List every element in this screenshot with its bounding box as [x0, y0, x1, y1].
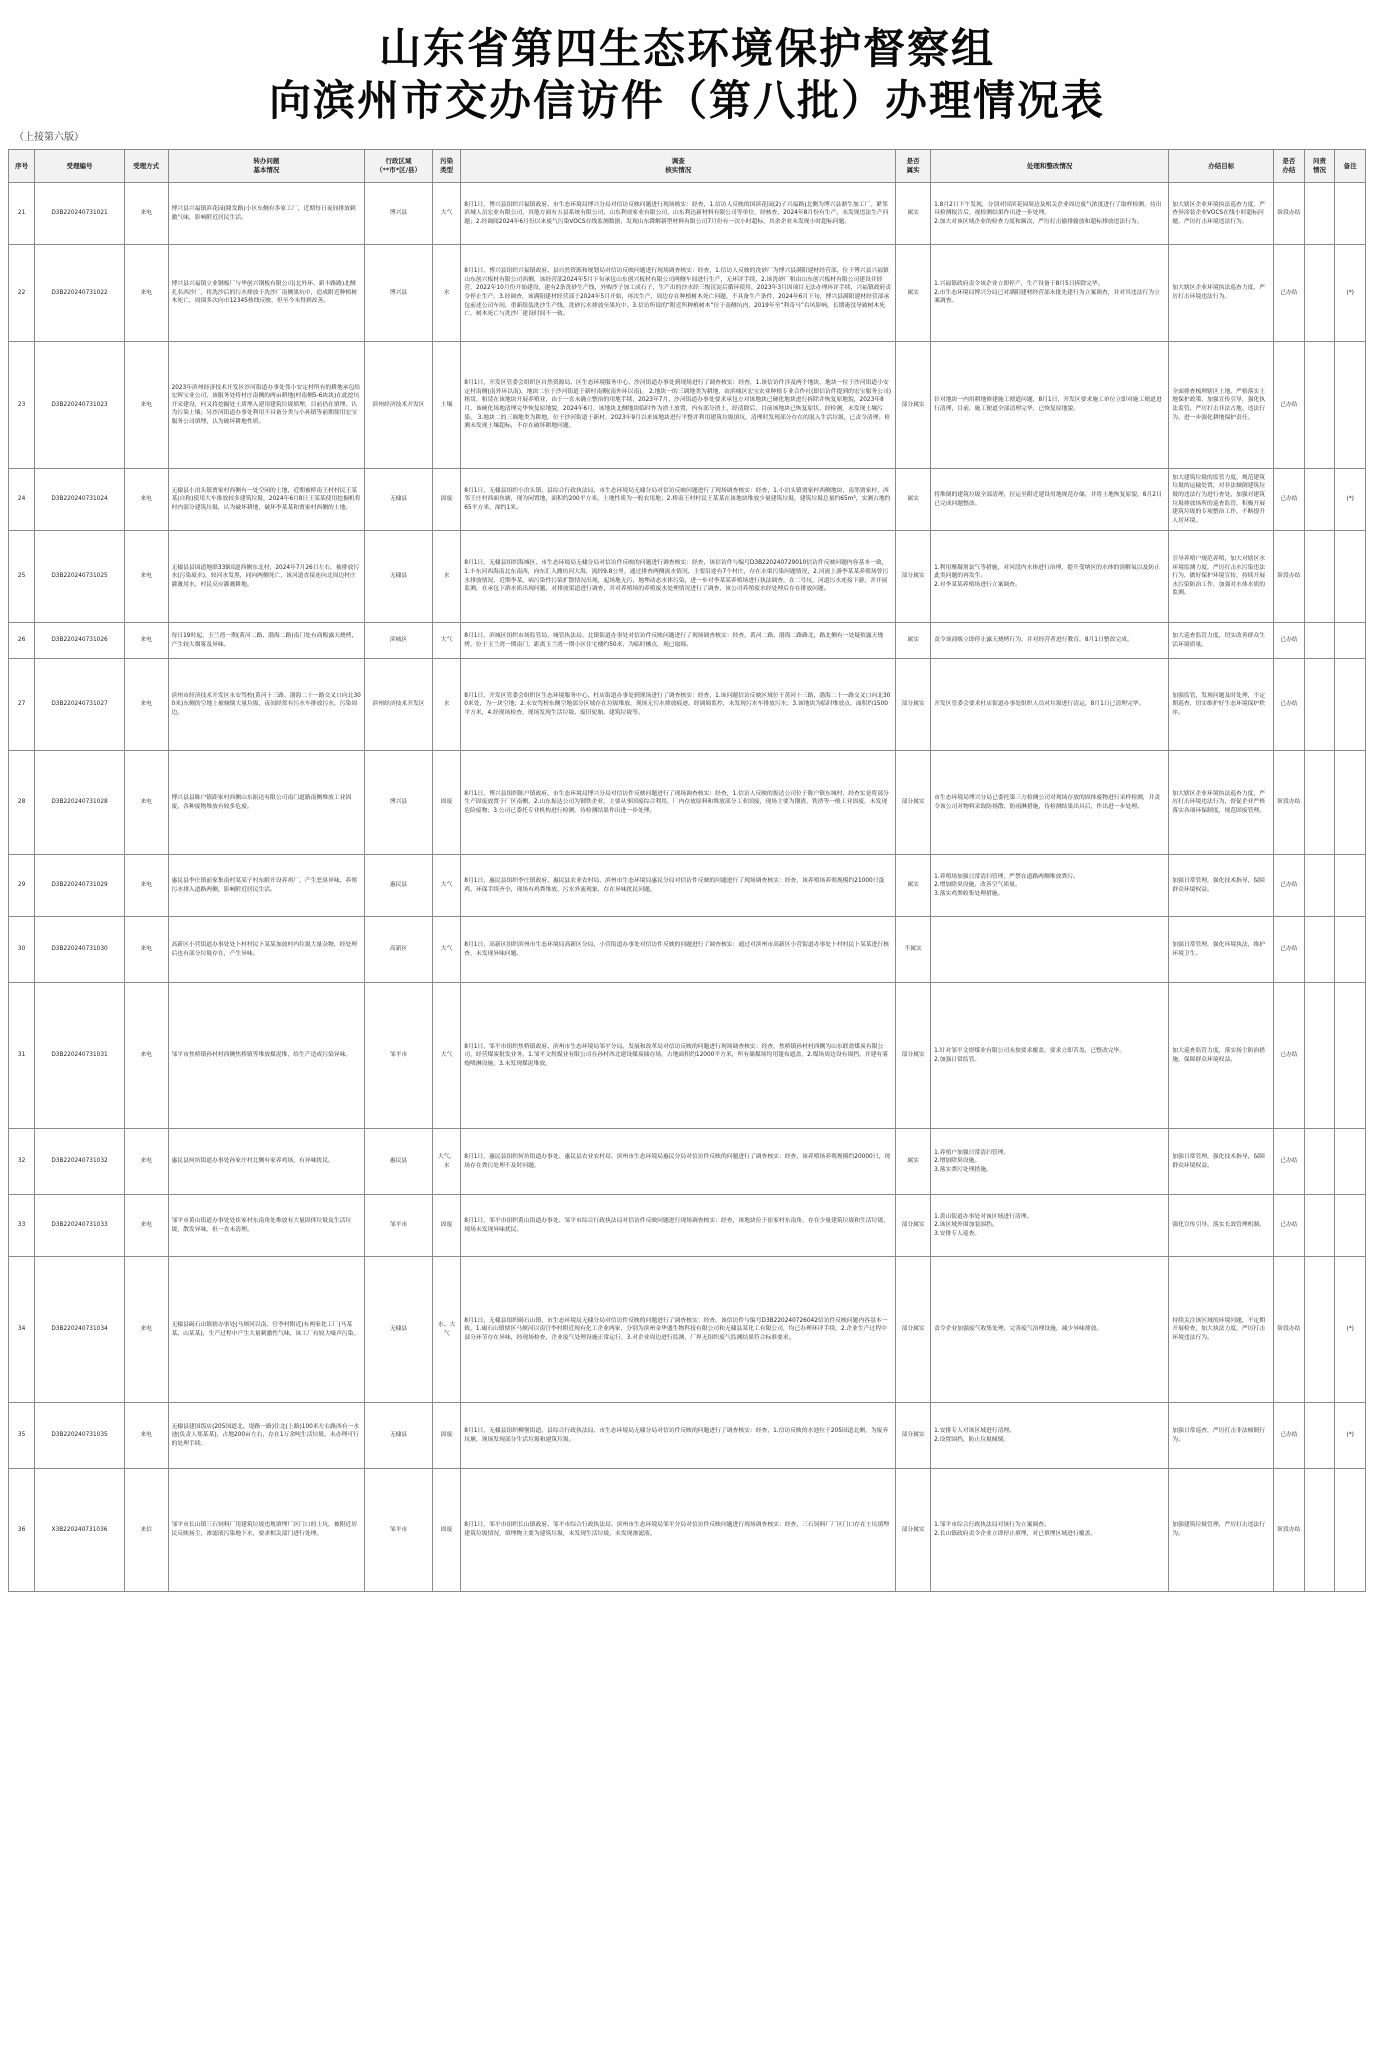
issue-description: 无棣县小泊头镇贾家村西侧有一处空闲的土地，近期被桥南王村村民王某某(自称)使用大车推放较多建筑垃圾，2024年6月8日王某某使用挖掘机将村内部分建筑垃圾，认为破坏耕地，破坏李某某和贾家村西侧的土地。: [168, 469, 365, 531]
row-number: 26: [9, 623, 35, 659]
handling-result: 1.养殖户加强日常清扫管理。 2.增加除臭设施。 3.落实粪污处理措施。: [931, 1129, 1169, 1195]
remark: [1335, 342, 1366, 469]
handling-result: 将堆倒的建筑垃圾全部清理，拉运至附近建设用地规范存储，并将土地恢复原貌，8月2日已完成问题整改。: [931, 469, 1169, 531]
row-number: 35: [9, 1403, 35, 1469]
issue-description: 无棣县县国道地联339国道西侧东北村，2024年7月26日左右，被排放污水(污染废水)，较河水发黑，同向两侧死亡，该河道直接连向北周边村庄灌溉用水，村民反应灌溉耕地。: [168, 531, 365, 623]
completion-status: 阶段办结: [1274, 531, 1305, 623]
survey-result: 8月1日，无棣县组织柳堡街道、县综合行政执法局、市生态环境局无棣分局对信访件反映的问题进行了调查核实：经查，1.信访反映的水池位于205国道北侧，为废弃坑塘，现场发现部分生活垃圾和建筑垃圾。: [461, 1403, 896, 1469]
region: 无棣县: [365, 1403, 433, 1469]
issue-description: 惠民县何坊街道办事处孙家庄村北侧有家养鸡场，有异味扰民。: [168, 1129, 365, 1195]
receive-mode: 来电: [124, 623, 168, 659]
pollution-type: 水: [432, 659, 460, 751]
issue-description: 高新区小营街道办事处处卜村村民卜某某加放村内垃圾大量杂物，经处理后也有部分垃圾存在，产生异味。: [168, 917, 365, 983]
completion-status: 阶段办结: [1274, 1257, 1305, 1403]
remark: (*): [1335, 1257, 1366, 1403]
pollution-type: 大气: [432, 855, 460, 917]
pollution-type: 固废: [432, 1195, 460, 1257]
row-number: 23: [9, 342, 35, 469]
handling-result: 责令企业加强废气收集处理，完善废气治理设施，减少异味排放。: [931, 1257, 1169, 1403]
handling-result: 1.养殖场加强日常清扫管理，严禁在道路两侧堆放粪污。 2.增加除臭设施，改善空气质量。 3.落实鸡粪收集处理措施。: [931, 855, 1169, 917]
col-header: 备注: [1335, 150, 1366, 183]
completion-status: 已办结: [1274, 1129, 1305, 1195]
completion-status: 已办结: [1274, 855, 1305, 917]
table-header-row: [9, 150, 1366, 183]
target: 加强监管，发现问题及时处理，不定期巡查，切实维护好生态环境保护秩序。: [1169, 659, 1274, 751]
completion-status: 已办结: [1274, 469, 1305, 531]
handling-result: 责令该商贩立即停止露天烧烤行为，并对经营者进行教育，8月1日整改完成。: [931, 623, 1169, 659]
region: 无棣县: [365, 1257, 433, 1403]
verified-status: 属实: [896, 183, 931, 245]
remark: [1335, 1195, 1366, 1257]
case-id: D3B220240731027: [35, 659, 125, 751]
case-id: D3B220240731033: [35, 1195, 125, 1257]
pollution-type: 固废: [432, 469, 460, 531]
page-title-line1: 山东省第四生态环境保护督察组: [378, 24, 995, 73]
region: 博兴县: [365, 245, 433, 342]
region: 博兴县: [365, 751, 433, 855]
verified-status: 部分属实: [896, 751, 931, 855]
col-header: 受理编号: [35, 150, 125, 183]
pollution-type: 水: [432, 531, 460, 623]
survey-result: 8月1日，无棣县组织海城区、市生态环境局无棣分局对信访件反映的问题进行调查核实：经查，该信访件与编号D3B220240729010信访件反映问题内容基本一致，1.丰东河西海南北东南西，向东汇入潍坊河大海，流经9.8公里，通过排查两侧流水情况，主要沿途有7个村庄，存在水渠污染问题情况，2.河流上游李某某养殖场曾污水排放情况，近期李某，病污染性污染扩散情况出现，起场地无污，地埋动态水体污染，进一步对李某某养殖场进行执法调查，在二号坑，河道污水连接下游，并开展监测，在承包下游水质出现问题，对排放渠道进行调查，并对养殖场的养殖废水处理情况进行了调查，该公司养殖废水经处理后存在排放问题。: [461, 531, 896, 623]
case-id: D3B220240731026: [35, 623, 125, 659]
accountability: [1304, 342, 1335, 469]
pollution-type: 大气: [432, 917, 460, 983]
completion-status: 已办结: [1274, 983, 1305, 1129]
col-header: 调查 核实情况: [461, 150, 896, 183]
remark: [1335, 1129, 1366, 1195]
receive-mode: 来电: [124, 531, 168, 623]
verified-status: 部分属实: [896, 1195, 931, 1257]
remark: [1335, 983, 1366, 1129]
accountability: [1304, 183, 1335, 245]
survey-result: 8月1日，滨城区组织市场监管局、城管执法局、北镇街道办事处对信访件反映问题进行了现场调查核实：经查，黄河二路、渤海二路路北，路北侧有一处疑似露天烧烤，位于玉兰湾一期南门，距离玉兰湾一期小区住宅楼约50米，为临时摊点，现已取缔。: [461, 623, 896, 659]
pollution-type: 大气、水: [432, 1129, 460, 1195]
pollution-type: 土壤: [432, 342, 460, 469]
receive-mode: 来电: [124, 659, 168, 751]
pollution-type: 水、大气: [432, 1257, 460, 1403]
handling-result: 市生态环境局博兴分局已委托第三方检测公司对现场存放的固体废物进行采样检测，并责令该公司对物料采取防扬散、防雨淋措施，待检测结果出具后，作出进一步处理。: [931, 751, 1169, 855]
accountability: [1304, 659, 1335, 751]
verified-status: 属实: [896, 623, 931, 659]
remark: [1335, 917, 1366, 983]
row-number: 29: [9, 855, 35, 917]
region: 邹平市: [365, 1195, 433, 1257]
case-id: D3B220240731034: [35, 1257, 125, 1403]
table-row: [9, 623, 1366, 659]
receive-mode: 来电: [124, 855, 168, 917]
case-id: D3B220240731022: [35, 245, 125, 342]
survey-result: 8月1日，开发区管委会组织区自然资源局、区生态环境服务中心、沙河街道办事处到现场进行了调查核实：经查，1.该信访件涉及两个地块，地块一位于沙河街道小安定村南侧(南外环以南)，地块二位于沙河街道于新村南侧(南外环以南)。 2.地块一的三调地类为耕地，由滨城区宏宝农业种植专业合作社(即信访件提到的宏宝服务公司)租赁，租赁在该地块开展养殖业，由于一直未确立整治的用地手续，2023年7月，沙河街道办事处要求承包方对该地块已硬化地块进行拆除并恢复原地貌，2023年8月，该硬化场地清理完毕恢复原地貌，2024年6月，该地块北侧地块临时作为渣土放置，内有部分渣土，经清除后，目前该地块已恢复原状，经检测，未发现土壤污染。 3.地块二的三调地类为耕地，位于沙河街道于新村，2023年9月以来该地块进行平整并利用建筑垃圾填坑，清理时发现部分存在的混入生活垃圾，已责令清理；检测未发现土壤超标，不存在破坏耕地问题。: [461, 342, 896, 469]
target: 加大辖区企业环境执法巡查力度，严查异涂装企业VOCS在线小时超标问题，严厉打击环境违法行为。: [1169, 183, 1274, 245]
table-row: [9, 917, 1366, 983]
page-title-line2: 向滨州市交办信访件（第八批）办理情况表: [268, 76, 1105, 125]
survey-result: 8月1日，惠民县组织何坊街道办事处、惠民县农业农村局、滨州市生态环境局惠民分局对信访件反映的问题进行了调查核实：经查，该养殖场养殖规模约20000只，现场存在粪污处理不及时问题。: [461, 1129, 896, 1195]
issue-description: 邹平市黄山街道办事处处崔家村东南角处堆放有大量固体垃圾及生活垃圾，散发异味，但一直未清理。: [168, 1195, 365, 1257]
remark: [1335, 855, 1366, 917]
verified-status: 部分属实: [896, 1257, 931, 1403]
target: 加强日常管理，强化环境执法，维护环境卫生。: [1169, 917, 1274, 983]
remark: [1335, 751, 1366, 855]
issue-description: 无棣县建国饭店(205国道北、堤路一路)往北(上路)100米左右路西有一水池(负责人郑某某)，占地200亩左右，存在1万余吨生活垃圾，未办理可行的处理手续。: [168, 1403, 365, 1469]
pollution-type: 水: [432, 245, 460, 342]
survey-result: 8月1日，邹平市组织焦桥镇政府、滨州市生态环境局邹平分局、发展和改革局对信访反映的问题进行现场调查核实：经查，焦桥镇孙村村西侧为山东联盈煤炭有限公司，经营煤炭批发业务，1.邹平文煜煤业有限公司在孙村西北建设煤炭储存场，占地面积约12000平方米，所有储煤场均用篷布遮盖，2.煤场周边设有围挡，并建有雾炮喷淋设施，3.未发现煤泥堆放。: [461, 983, 896, 1129]
target: 加强建筑垃圾管理，严厉打击违法行为。: [1169, 1469, 1274, 1592]
pollution-type: 大气: [432, 183, 460, 245]
col-header: 是否 办结: [1274, 150, 1305, 183]
completion-status: 阶段办结: [1274, 1469, 1305, 1592]
table-row: [9, 855, 1366, 917]
col-header: 污染 类型: [432, 150, 460, 183]
row-number: 32: [9, 1129, 35, 1195]
issue-description: 博兴县兴福镇滨花园(隆发路)小区东侧有多家工厂，近期每日夜间排放刺激气味，影响附近居民生活。: [168, 183, 365, 245]
row-number: 27: [9, 659, 35, 751]
accountability: [1304, 855, 1335, 917]
handling-result: 1.利用聚凝剂氯气等措施，对河段内水体进行治理，提升受纳区的水体的溶解氧以及防止此类问题的再发生。 2.对李某某养殖场进行立案调查。: [931, 531, 1169, 623]
region: 无棣县: [365, 531, 433, 623]
accountability: [1304, 1403, 1335, 1469]
receive-mode: 来电: [124, 1403, 168, 1469]
table-row: [9, 469, 1366, 531]
receive-mode: 来电: [124, 1129, 168, 1195]
completion-status: 阶段办结: [1274, 183, 1305, 245]
region: 高新区: [365, 917, 433, 983]
verified-status: 部分属实: [896, 659, 931, 751]
handling-result: 1.8月2日下午发现，分别对国滨花园周边及相关企业周边废气浓度进行了取样检测，待出具检测报告后，视检测结果作出进一步处理。 2.加大对该区域企业的检查力度和频次，严厉打击偷排偷放和超标排放违法行为。: [931, 183, 1169, 245]
receive-mode: 来电: [124, 1257, 168, 1403]
target: 加大辖区企业环境执法巡查力度，严厉打击环境违法行为。: [1169, 245, 1274, 342]
target: 全面排查梳理辖区土地，严格落实土地保护政策，加强宣传引导，强化执法监管，严厉打击非法占地、违法行为，进一步强化耕地保护责任。: [1169, 342, 1274, 469]
pollution-type: 固废: [432, 1403, 460, 1469]
page-subtitle: （上接第六版）: [14, 132, 84, 143]
survey-result: 8月1日，博兴县组织兴福镇政府、市生态环境局博兴分局对信访反映问题进行现场核实：经查，1.信访人反映的国滨花园(2)子兴福路)北侧为博兴县鼎生加工厂，紧邻滨城人员宏业有限公司，其他方面有五县系统有限公司，山东利成家业有限公司，山东利达新材料有限公司等单位，经核查，2024年8月份有生产，未发现违法生产问题；2.经调阅2024年6月份以来废气污染VOCS在线监测数据，发现山东降解新型材料有限公司7月份有一次小时超标，其余企业未发现小时超标问题。: [461, 183, 896, 245]
completion-status: 阶段办结: [1274, 751, 1305, 855]
remark: [1335, 183, 1366, 245]
table-row: [9, 342, 1366, 469]
receive-mode: 来电: [124, 469, 168, 531]
receive-mode: 来电: [124, 1195, 168, 1257]
target: 加大建筑垃圾的监管力度，规范建筑垃圾的运输处置，对非法倾倒建筑垃圾的违法行为进行查处，加强对建筑垃圾排放场所的巡查监管，积极开展建筑垃圾的专项整治工作，不断提升人居环境。: [1169, 469, 1274, 531]
survey-result: 8月1日，高新区组织滨州市生态环境局高新区分局、小营街道办事处对信访件反映的问题进行了调查核实：通过对滨州市高新区小营街道办事处卜村村民卜某某进行核查，未发现异味问题。: [461, 917, 896, 983]
region: 惠民县: [365, 1129, 433, 1195]
case-id: X3B220240731036: [35, 1469, 125, 1592]
case-id: D3B220240731023: [35, 342, 125, 469]
target: 持续关注该区域的环境问题，不定期开展检查，加大执法力度，严厉打击环境违法行为。: [1169, 1257, 1274, 1403]
receive-mode: 来电: [124, 342, 168, 469]
survey-result: 8月1日，无棣县组织小泊头镇、县综合行政执法局、市生态环境局无棣分局对信访反映问题进行了现场调查核实：经查，1.小泊头镇贾家村西侧地块，南邻贾家村，西邻王庄村西面鱼塘，现为闲置地，面积约200平方米，土地性质为一般农用地；2.桥南王村村民王某某在该地块堆放少量建筑垃圾，建筑垃圾总量约65m³，实测占地约65平方米，深约1米。: [461, 469, 896, 531]
accountability: [1304, 1129, 1335, 1195]
case-id: D3B220240731035: [35, 1403, 125, 1469]
remark: (*): [1335, 1403, 1366, 1469]
table-row: [9, 183, 1366, 245]
completion-status: 已办结: [1274, 659, 1305, 751]
verified-status: 部分属实: [896, 531, 931, 623]
col-header: 办结目标: [1169, 150, 1274, 183]
case-id: D3B220240731032: [35, 1129, 125, 1195]
target: 引导养殖户规范养殖，加大对辖区水环境监测力度，严厉打击水污染违法行为，做好保护环境宣传，持续开展水污染防治工作，加强对水体水质的监测。: [1169, 531, 1274, 623]
target: 加大巡查监管力度，切实改善群众生活环境质量。: [1169, 623, 1274, 659]
row-number: 28: [9, 751, 35, 855]
accountability: [1304, 245, 1335, 342]
remark: (*): [1335, 469, 1366, 531]
handling-result: 1.邹平市综合行政执法局对该行为立案调查。 2.长山镇政府责令企业立即停止填埋，对已填埋区域进行覆盖。: [931, 1469, 1169, 1592]
col-header: 序号: [9, 150, 35, 183]
completion-status: 已办结: [1274, 1195, 1305, 1257]
table-row: [9, 531, 1366, 623]
receive-mode: 来电: [124, 983, 168, 1129]
survey-result: 8月1日，博兴县组织兴福镇政府、县自然资源和规划局对信访反映问题进行现场调查核实：经查，1.信访人反映的洗砂厂为博兴县满阳建材经营部，位于博兴县兴福镇山东创兴板材有限公司西侧，该经营部2024年5月下旬承包山东创兴板材有限公司两侧车间进行生产，无环评手续，2.该洗砂厂租由山东创兴板材有限公司建设并经营，2022年10月份开始建设，建有2条洗砂生产线，外购沙子加工成石子，生产出的沙水经三级沉淀后循环使用，2023年3月因项目无法办理环评手续，兴福镇政府责令停止生产。3.经调查，该满阳建材经营部于2024年5月开始，再次生产，周边存在种植树木死亡问题，不具备生产条件，2024年6月下旬，博兴县满阳建材经营部承包前述公司车间，重新组装洗沙生产线，洗砂污水排放至果坑中。3.信访所说的“附近所种植树木”位于南侧坑内，2019年至“利奇马”台风影响，长期淹没导致树木死亡，树木死亡与洗沙厂建设时间不一致。: [461, 245, 896, 342]
survey-result: 8月1日，博兴县组织陈户镇政府、市生态环境局博兴分局对信访件反映问题进行了现场调查核实：经查，1.信访人反映的振达公司位于陈户镇东城村，经查实是将部分生产固废放置于厂区南侧，2.山东振达公司为钢铁企业，主要从事固废综合利用，厂内存放原料和堆放部分工业固废，现场主要为钢渣、铁渣等一般工业固废，未发现危险废物；3.公司已委托专业机构进行检测，待检测结果作出进一步处理。: [461, 751, 896, 855]
issue-description: 每日19时起，玉兰湾一期(黄河二路、渤海二路)南门处有商贩露天烧烤，产生较大烟雾及异味。: [168, 623, 365, 659]
region: 滨州经济技术开发区: [365, 659, 433, 751]
issue-description: 无棣县碣石山镇辖办事处(马颊河以南、官李村附近)有两家化工厂(马某某、山某某)，生产过程中产生大量刺激性气味，该工厂有较大噪声污染。: [168, 1257, 365, 1403]
col-header: 处理和整改情况: [931, 150, 1169, 183]
handling-result: 针对地块一内用耕地修建施工便道问题，8月1日，开发区要求施工单位立即对施工便道进行清理，目前，施工便道全部清理完毕，已恢复原地貌。: [931, 342, 1169, 469]
remark: [1335, 1469, 1366, 1592]
table-row: [9, 1403, 1366, 1469]
region: 滨城区: [365, 623, 433, 659]
survey-result: 8月1日，惠民县组织李庄镇政府、惠民县农业农村局、滨州市生态环境局惠民分局对信访件反映的问题进行了现场调查核实：经查，该养殖场养殖规模约21000只蛋鸡，环保手续齐全，现场有鸡粪堆放、污水外流现象，存在异味扰民问题。: [461, 855, 896, 917]
col-header: 行政区域 （**市*区/县）: [365, 150, 433, 183]
region: 邹平市: [365, 983, 433, 1129]
row-number: 33: [9, 1195, 35, 1257]
survey-result: 8月1日，开发区管委会组织区生态环境服务中心、杜店街道办事处到现场进行了调查核实：经查，1.该问题信访反映区域位于黄河十三路、渤海二十一路交叉口向北300米处，为一块空地；2.永安驾校东侧空地部分区域存在垃圾堆放，现场无污水排放痕迹，经调阅监控，未发现污水车排放污水；3.该地块为临时堆放点，面积约1500平方米，4.经现场检查，现场发现生活垃圾、废旧轮胎、建筑垃圾等。: [461, 659, 896, 751]
target: 加大辖区企业环境执法巡查力度，严厉打击环境违法行为，督促企业严格落实各项环保制度，规范固废管理。: [1169, 751, 1274, 855]
region: 博兴县: [365, 183, 433, 245]
receive-mode: 来电: [124, 245, 168, 342]
table-row: [9, 1195, 1366, 1257]
pollution-type: 大气: [432, 983, 460, 1129]
case-id: D3B220240731031: [35, 983, 125, 1129]
accountability: [1304, 1195, 1335, 1257]
issue-description: 邹平市焦桥镇孙村村西侧焦桥镇等堆放煤泥堆，给生产造成污染异味。: [168, 983, 365, 1129]
pollution-type: 固废: [432, 1469, 460, 1592]
row-number: 22: [9, 245, 35, 342]
row-number: 30: [9, 917, 35, 983]
accountability: [1304, 531, 1335, 623]
accountability: [1304, 1257, 1335, 1403]
row-number: 21: [9, 183, 35, 245]
accountability: [1304, 623, 1335, 659]
row-number: 25: [9, 531, 35, 623]
remark: (*): [1335, 245, 1366, 342]
accountability: [1304, 751, 1335, 855]
handling-result: 开发区管委会要求杜店街道办事处组织人员对垃圾进行清运，8月1日已清理完毕。: [931, 659, 1169, 751]
verified-status: 属实: [896, 1129, 931, 1195]
completion-status: 已办结: [1274, 342, 1305, 469]
row-number: 24: [9, 469, 35, 531]
issue-description: 博兴县县陈户镇距家村西侧山东振达有限公司南门道路南侧堆放工业固废，各种废物堆放有较多危废。: [168, 751, 365, 855]
target: 加强日常管理，强化技术指导，保障群众环境权益。: [1169, 855, 1274, 917]
completion-status: 已办结: [1274, 917, 1305, 983]
case-id: D3B220240731025: [35, 531, 125, 623]
table-row: [9, 1129, 1366, 1195]
receive-mode: 来电: [124, 183, 168, 245]
receive-mode: 来电: [124, 751, 168, 855]
handling-result: 1.黄山街道办事处对该区域进行清理。 2.该区域外围加装围挡。 3.安排专人巡查。: [931, 1195, 1169, 1257]
table-row: [9, 983, 1366, 1129]
survey-result: 8月1日，无棣县组织碣石山镇、市生态环境局无棣分局对信访件反映的问题进行了调查核实：经查，该信访件与编号D3B220240726042信访件反映问题内容基本一致，1.碣石山镇辖区马颊河以南官李村附近现有化工企业两家，分别为滨州金华盛生物科技有限公司和无棣县某化工有限公司，均已办理环评手续，2.企业生产过程中部分环节存在异味，经现场检查，企业废气处理设施正常运行，3.对企业周边进行监测，厂界无组织废气监测结果符合标准要求。: [461, 1257, 896, 1403]
table-row: [9, 751, 1366, 855]
col-header: 受理方式: [124, 150, 168, 183]
completion-status: 已办结: [1274, 1403, 1305, 1469]
case-id: D3B220240731021: [35, 183, 125, 245]
accountability: [1304, 1469, 1335, 1592]
table-row: [9, 1469, 1366, 1592]
accountability: [1304, 469, 1335, 531]
accountability: [1304, 983, 1335, 1129]
completion-status: 已办结: [1274, 245, 1305, 342]
row-number: 34: [9, 1257, 35, 1403]
row-number: 31: [9, 983, 35, 1129]
table-row: [9, 659, 1366, 751]
col-header: 转办问题 基本情况: [168, 150, 365, 183]
verified-status: 部分属实: [896, 1403, 931, 1469]
verified-status: 部分属实: [896, 983, 931, 1129]
verified-status: 属实: [896, 245, 931, 342]
region: 惠民县: [365, 855, 433, 917]
cases-table: [8, 149, 1366, 1592]
issue-description: 2023年滨州经济技术开发区沙河街道办事处邻小安定村所有的耕地承包给宏辉宝业公司，该服务处将村庄南侧的两亩耕地(村南侧5-6块块)在此挖坑开采建设，何又将挖掘处土质埋入建用建筑垃圾填埋，目前仍在填埋。认为污染土壤；另沙河街道办事处利用不具备分类与小孙镇等前期使用宏宝服务公司填埋，认为破坏耕地性质。: [168, 342, 365, 469]
row-number: 36: [9, 1469, 35, 1592]
remark: [1335, 531, 1366, 623]
verified-status: 属实: [896, 469, 931, 531]
survey-result: 8月1日，邹平市组织长山镇政府、邹平市综合行政执法局、滨州市生态环境局邹平分局对信访件反映问题进行现场调查核实：经查，三石饲料厂厂区门口存在土坑填埋建筑垃圾情况，填埋物主要为建筑垃圾，未发现生活垃圾，未发现渗滤液。: [461, 1469, 896, 1592]
target: 加大巡查监管力度，落实扬尘防治措施，保障群众环境权益。: [1169, 983, 1274, 1129]
verified-status: 不属实: [896, 917, 931, 983]
table-row: [9, 1257, 1366, 1403]
target: 加强日常巡查，严厉打击非法倾倒行为。: [1169, 1403, 1274, 1469]
case-id: D3B220240731028: [35, 751, 125, 855]
verified-status: 部分属实: [896, 342, 931, 469]
region: 无棣县: [365, 469, 433, 531]
target: 加强日常管理，强化技术指导，保障群众环境权益。: [1169, 1129, 1274, 1195]
remark: [1335, 659, 1366, 751]
col-header: 问责 情况: [1304, 150, 1335, 183]
verified-status: 属实: [896, 855, 931, 917]
issue-description: 惠民县李庄镇前家集南村某某子村东附开设养鸡厂，产生恶臭异味，养殖污水排入道路两侧，影响附近居民生活。: [168, 855, 365, 917]
region: 邹平市: [365, 1469, 433, 1592]
col-header: 是否 属实: [896, 150, 931, 183]
accountability: [1304, 917, 1335, 983]
issue-description: 邹平市长山镇三石饲料厂用建筑垃圾违规填埋厂区门口的土坑，被附近居民反映扬尘，渗滤液污染地下水，要求相关部门进行处理。: [168, 1469, 365, 1592]
case-id: D3B220240731024: [35, 469, 125, 531]
issue-description: 博兴县兴福镇立业钢板厂与华创兴钢板有限公司(北外环、新丰路路)北侧孔名西沙厂，将洗沙后的污水排放于洗沙厂南侧果坑中，造成附近种植树木死亡，周围多次向市12345热线反映，但至今未得到改善。: [168, 245, 365, 342]
region: 滨州经济技术开发区: [365, 342, 433, 469]
handling-result: [931, 917, 1169, 983]
completion-status: 已办结: [1274, 623, 1305, 659]
case-id: D3B220240731029: [35, 855, 125, 917]
survey-result: 8月1日，邹平市组织黄山街道办事处、邹平市综合行政执法局对信访件反映问题进行现场调查核实：经查，该地块位于崔家村东南角，存在少量建筑垃圾和生活垃圾，现场未发现异味扰民。: [461, 1195, 896, 1257]
pollution-type: 大气: [432, 623, 460, 659]
handling-result: 1.安排专人对该区域进行清理。 2.设置围挡，防止垃圾倾倒。: [931, 1403, 1169, 1469]
remark: [1335, 623, 1366, 659]
target: 强化宣传引导，落实长效管理机制。: [1169, 1195, 1274, 1257]
receive-mode: 来信: [124, 1469, 168, 1592]
issue-description: 滨州市经济技术开发区永安驾校(黄河十三路、渤海二十一路交叉口向北300米)东侧的空地上被倾倒大量垃圾，夜间经常有污水车排放污水，污染周边。: [168, 659, 365, 751]
pollution-type: 固废: [432, 751, 460, 855]
verified-status: 部分属实: [896, 1469, 931, 1592]
handling-result: 1.针对邹平文煜煤业有限公司未按要求覆盖，要求立即苫盖，已整改完毕。 2.加强日常监管。: [931, 983, 1169, 1129]
table-row: [9, 245, 1366, 342]
receive-mode: 来电: [124, 917, 168, 983]
case-id: D3B220240731030: [35, 917, 125, 983]
handling-result: 1.兴福镇政府责令该企业立即停产，生产设备于8月5日拆除完毕。 2.市生态环境局博兴分局已对满阳建材经营部未批先建行为立案调查，并对其违法行为立案调查。: [931, 245, 1169, 342]
